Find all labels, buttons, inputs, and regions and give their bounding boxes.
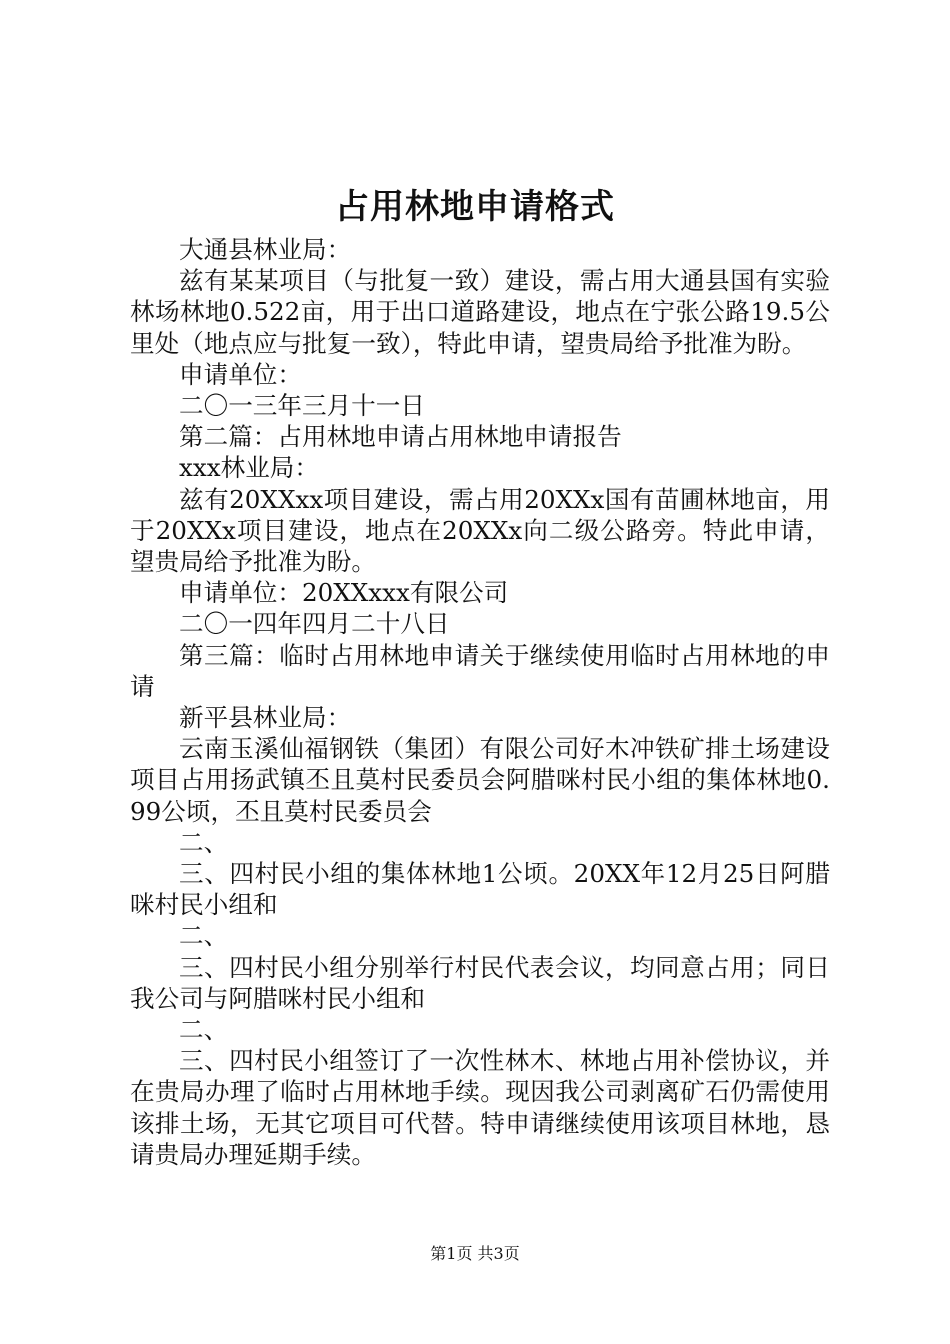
document-title: 占用林地申请格式 [335, 187, 615, 227]
paragraph: 三、四村民小组分别举行村民代表会议，均同意占用；同日我公司与阿腊咪村民小组和 [130, 952, 830, 1013]
paragraph: 申请单位： [179, 359, 302, 389]
paragraph: 兹有20XXxx项目建设，需占用20XXx国有苗圃林地亩，用于20XXx项目建设，地点在20XXx向二级公路旁。特此申请，望贵局给予批准为盼。 [130, 484, 830, 577]
paragraph: 大通县林业局： [179, 235, 352, 264]
paragraph: 二、 [179, 827, 229, 857]
paragraph: 二、 [179, 921, 229, 951]
paragraph: 第三篇：临时占用林地申请关于继续使用临时占用林地的申请 [130, 640, 830, 701]
paragraph: 二、 [179, 1015, 229, 1045]
document-body [130, 234, 830, 1170]
page-number-footer: 第1页 共3页 [430, 1244, 520, 1263]
paragraph: 二〇一四年四月二十八日 [179, 609, 450, 639]
paragraph: 兹有某某项目（与批复一致）建设，需占用大通县国有实验林场林地0.522亩，用于出口道路建设，地点在宁张公路19.5公里处（地点应与批复一致），特此申请，望贵局给予批准为盼。 [130, 266, 830, 358]
paragraph: 二〇一三年三月十一日 [179, 391, 425, 421]
paragraph: 申请单位：20XXxxx有限公司 [179, 578, 509, 608]
paragraph: xxx林业局： [179, 453, 319, 483]
paragraph: 第二篇：占用林地申请占用林地申请报告 [179, 422, 622, 452]
paragraph: 新平县林业局： [179, 703, 352, 733]
paragraph: 三、四村民小组签订了一次性林木、林地占用补偿协议，并在贵局办理了临时占用林地手续。现因我公司剥离矿石仍需使用该排土场，无其它项目可代替。特申请继续使用该项目林地，恳请贵局办理延期手续。 [130, 1046, 830, 1169]
paragraph: 云南玉溪仙福钢铁（集团）有限公司好木冲铁矿排土场建设项目占用扬武镇丕且莫村民委员会阿腊咪村民小组的集体林地0.99公顷，丕且莫村民委员会 [130, 734, 830, 826]
paragraph: 三、四村民小组的集体林地1公顷。20XX年12月25日阿腊咪村民小组和 [130, 859, 830, 920]
